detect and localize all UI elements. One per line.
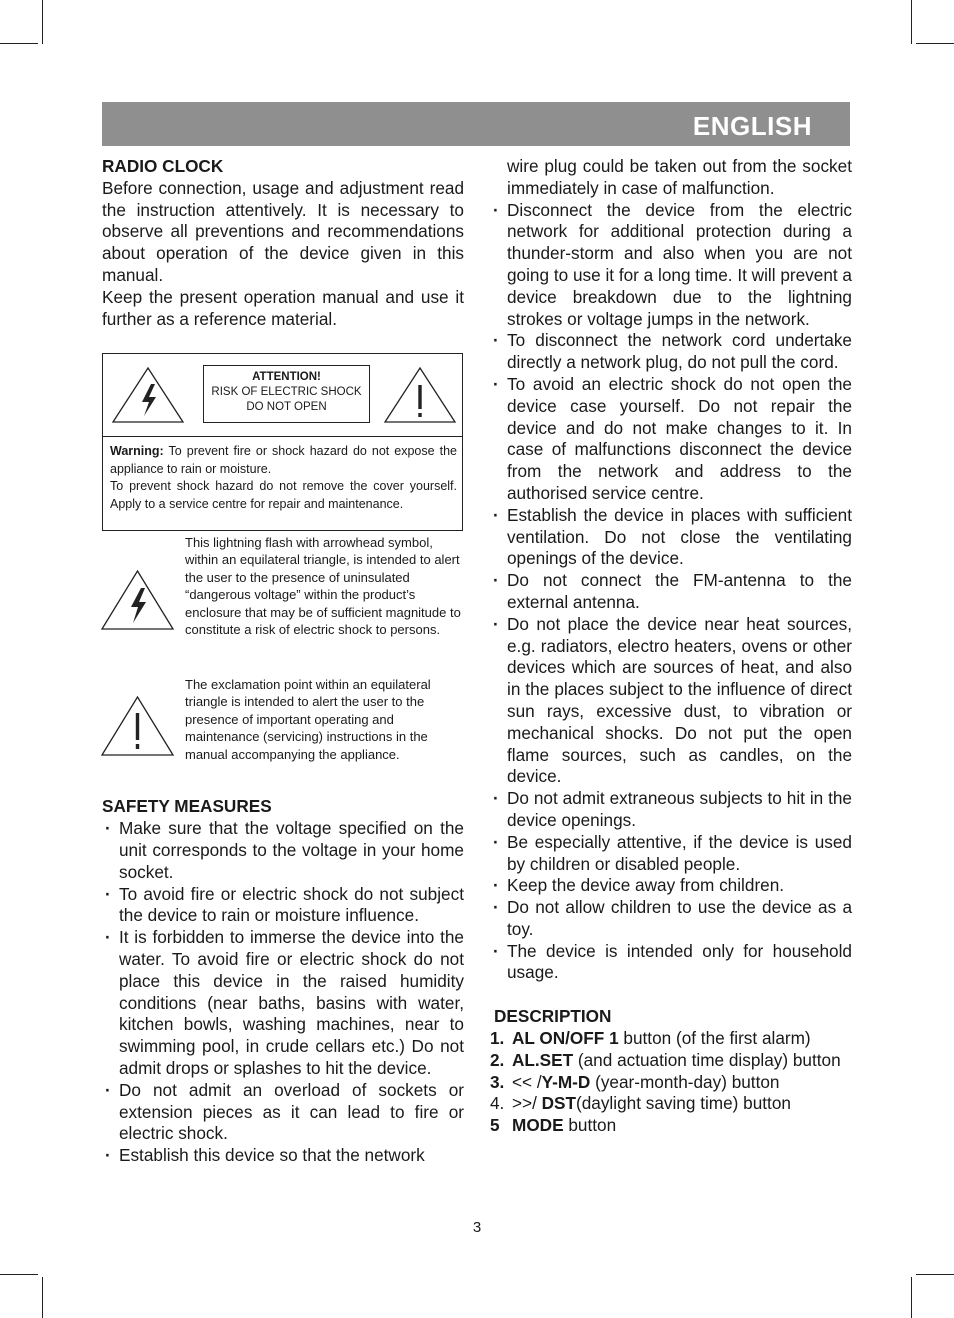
description-item-number: 1. <box>490 1028 505 1049</box>
attention-line: DO NOT OPEN <box>246 401 327 413</box>
description-item-prefix: << / <box>512 1071 542 1092</box>
description-item-text: button <box>563 1115 617 1136</box>
intro-paragraph: Keep the present operation manual and use it further as a reference material. <box>102 286 464 329</box>
description-item-number: 4. <box>490 1093 505 1114</box>
description-item-key: MODE <box>512 1115 564 1136</box>
warning-text-1: To prevent fire or shock hazard do not expose the appliance to rain or moisture. <box>110 444 457 476</box>
list-item: · Be especially attentive, if the device is used by children or disabled people. <box>490 832 852 876</box>
description-item <box>490 1072 852 1094</box>
warning-box <box>102 353 463 531</box>
language-header-bar <box>102 102 850 146</box>
lightning-triangle-icon <box>100 569 175 631</box>
list-item: · Do not connect the FM-antenna to the external antenna. <box>490 570 852 614</box>
intro-paragraph: Before connection, usage and adjustment read the instruction attentively. It is necessary to observe all preventions and recommendations about operation of the device given in this manual. <box>102 177 464 285</box>
description-item-prefix: >>/ <box>512 1093 542 1114</box>
description-item-text: (and actuation time display) button <box>573 1049 841 1070</box>
lightning-symbol-description: This lightning flash with arrowhead symbol, within an equilateral triangle, is intended to alert the user to the presence of uninsulated “dangerous voltage” within the product’s enclosure that may be of sufficient magnitude to constitute a risk of electric shock to persons. <box>185 535 461 638</box>
list-item: · Do not admit an overload of sockets or extension pieces as it can lead to fire or electric shock. <box>102 1080 464 1145</box>
list-item: · Disconnect the device from the electric network for additional protection during a thunder-storm and also when you are not going to use it for a long time. It will prevent a device breakdown due to the lightning strokes or voltage jumps in the network. <box>490 200 852 331</box>
list-item: · Do not place the device near heat sources, e.g. radiators, electro heaters, ovens or other devices which are sources of heat, and also in the places subject to the influence of direct sun rays, excessive dust, to vibration or mechanical shocks. Do not put the open flame sources, such as candles, on the device. <box>490 614 852 788</box>
radio-clock-heading: RADIO CLOCK <box>102 156 224 176</box>
description-item-number: 3. <box>490 1071 505 1092</box>
crop-mark <box>0 43 38 44</box>
description-item <box>490 1028 852 1050</box>
description-item <box>490 1050 852 1072</box>
right-column <box>490 156 852 1137</box>
attention-label <box>203 365 370 423</box>
list-item: · Keep the device away from children. <box>490 875 852 897</box>
crop-mark <box>0 1274 38 1275</box>
description-item-key: AL ON/OFF 1 <box>512 1028 619 1049</box>
list-item: · Make sure that the voltage specified on the unit corresponds to the voltage in your home socket. <box>102 818 464 883</box>
warning-label: Warning: <box>110 444 164 458</box>
description-item-key: DST <box>541 1093 576 1114</box>
attention-line: RISK OF ELECTRIC SHOCK <box>211 386 362 398</box>
description-list <box>490 1028 852 1137</box>
list-item: · Establish the device in places with sufficient ventilation. Do not close the ventilating openings of the device. <box>490 505 852 570</box>
list-item: · Do not admit extraneous subjects to hit in the device openings. <box>490 788 852 832</box>
attention-title: ATTENTION! <box>252 371 321 383</box>
page-number: 3 <box>472 1219 482 1236</box>
exclamation-triangle-icon <box>383 366 457 424</box>
safety-list-right <box>490 200 852 985</box>
lightning-triangle-icon <box>111 366 185 424</box>
description-item-key: Y-M-D <box>541 1071 591 1092</box>
list-item: · It is forbidden to immerse the device into the water. To avoid fire or electric shock do not place this device in the raised humidity conditions (near baths, basins with water, kitchen bowls, washing machines, near to swimming pool, in crude cellars etc.) Do not admit drops or splashes to hit the device. <box>102 927 464 1080</box>
section-spacer <box>490 984 852 1006</box>
list-item: · To avoid an electric shock do not open the device case yourself. Do not repair the device and do not make changes to it. In case of malfunctions disconnect the device from the network and address to the authorised service centre. <box>490 374 852 505</box>
safety-heading: SAFETY MEASURES <box>102 796 272 817</box>
list-item: · The device is intended only for household usage. <box>490 941 852 985</box>
crop-mark <box>911 0 912 44</box>
safety-list-left <box>102 818 464 1167</box>
list-item: · To avoid fire or electric shock do not subject the device to rain or moisture influence. <box>102 884 464 928</box>
description-item-number: 5 <box>490 1115 500 1136</box>
exclamation-triangle-icon <box>100 695 175 757</box>
warning-divider <box>103 436 462 437</box>
list-item: · Do not allow children to use the device as a toy. <box>490 897 852 941</box>
description-item-text: (daylight saving time) button <box>576 1093 791 1114</box>
description-item-number: 2. <box>490 1049 505 1070</box>
description-heading: DESCRIPTION <box>494 1006 612 1027</box>
warning-text-2: To prevent shock hazard do not remove the cover yourself. Apply to a service centre for repair and maintenance. <box>110 479 457 511</box>
description-item-key: AL.SET <box>512 1049 574 1070</box>
description-item <box>490 1093 852 1115</box>
crop-mark <box>911 1277 912 1318</box>
description-item <box>490 1115 852 1137</box>
language-title: ENGLISH <box>692 111 812 141</box>
description-item-text: button (of the first alarm) <box>618 1028 811 1049</box>
list-item-continuation: wire plug could be taken out from the socket immediately in case of malfunction. <box>507 156 852 198</box>
left-column <box>102 156 464 1167</box>
crop-mark <box>916 1274 954 1275</box>
description-item-text: (year-month-day) button <box>590 1071 780 1092</box>
crop-mark <box>916 43 954 44</box>
crop-mark <box>42 1277 43 1318</box>
list-item: · Establish this device so that the network <box>102 1145 464 1167</box>
warning-text <box>110 443 457 513</box>
list-item: · To disconnect the network cord undertake directly a network plug, do not pull the cord. <box>490 330 852 374</box>
crop-mark <box>42 0 43 44</box>
exclamation-symbol-description: The exclamation point within an equilateral triangle is intended to alert the user to the presence of important operating and maintenance (servicing) instructions in the manual accompanying the appliance. <box>185 677 431 762</box>
